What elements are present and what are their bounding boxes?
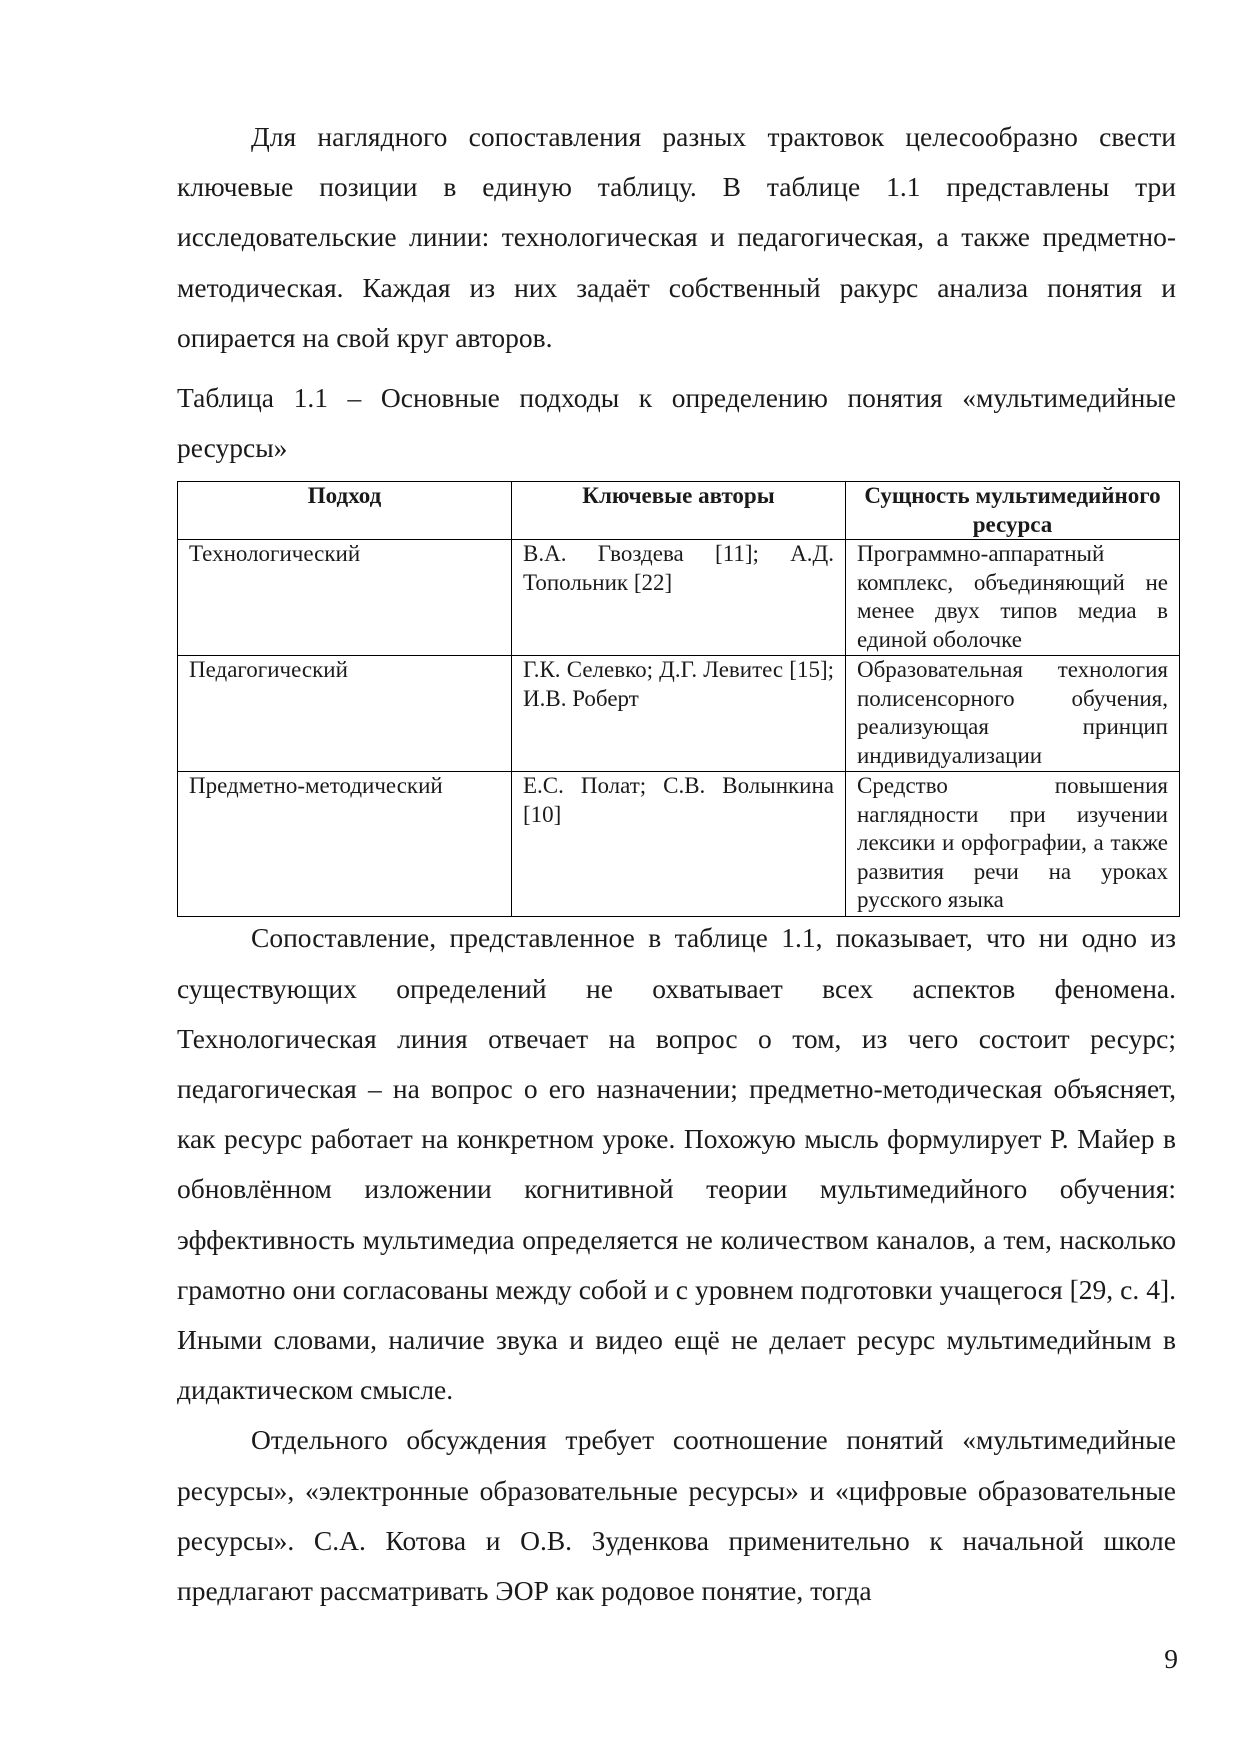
page-number: 9 [1164, 1643, 1178, 1674]
approaches-table [177, 481, 1180, 917]
table-cell-authors: Г.К. Селевко; Д.Г. Левитес [15]; И.В. Роберт [512, 656, 846, 772]
table-cell-approach: Педагогический [178, 656, 512, 772]
table-header-authors: Ключевые авторы [512, 482, 846, 540]
paragraph-intro: Для наглядного сопоставления разных трактовок целесообразно свести ключевые позиции в единую таблицу. В таблице 1.1 представлены три исследовательские линии: технологическая и педагогическая, а также предметно-методическая. Каждая из них задаёт собственный ракурс анализа понятия и опирается на свой круг авторов. [177, 121, 1176, 353]
paragraph-terms: Отдельного обсуждения требует соотношение понятий «мультимедийные ресурсы», «электронные образовательные ресурсы» и «цифровые образовательные ресурсы». С.А. Котова и О.В. Зуденкова применительно к начальной школе предлагают рассматривать ЭОР как родовое понятие, тогда [177, 1424, 1176, 1607]
table-cell-essence: Образовательная технология полисенсорного обучения, реализующая принцип индивидуализации [846, 656, 1180, 772]
table-row [178, 656, 1180, 772]
table-cell-approach: Предметно-методический [178, 772, 512, 917]
table-cell-authors: В.А. Гвоздева [11]; А.Д. Топольник [22] [512, 540, 846, 656]
table-caption: Таблица 1.1 – Основные подходы к определению понятия «мультимедийные ресурсы» [177, 382, 1176, 464]
table-row [178, 772, 1180, 917]
page-content [177, 112, 1176, 1616]
paragraph-comparison: Сопоставление, представленное в таблице 1.1, показывает, что ни одно из существующих определений не охватывает всех аспектов феномена. Технологическая линия отвечает на вопрос о том, из чего состоит ресурс; педагогическая – на вопрос о его назначении; предметно-методическая объясняет, как ресурс работает на конкретном уроке. Похожую мысль формулирует Р. Майер в обновлённом изложении когнитивной теории мультимедийного обучения: эффективность мультимедиа определяется не количеством каналов, а тем, насколько грамотно они согласованы между собой и с уровнем подготовки учащегося [29, с. 4]. Иными словами, наличие звука и видео ещё не делает ресурс мультимедийным в дидактическом смысле. [177, 922, 1176, 1406]
table-header-essence: Сущность мультимедийного ресурса [846, 482, 1180, 540]
table-header-approach: Подход [178, 482, 512, 540]
table-header-row [178, 482, 1180, 540]
table-cell-essence: Средство повышения наглядности при изучении лексики и орфографии, а также развития речи на уроках русского языка [846, 772, 1180, 917]
table-cell-essence: Программно-аппаратный комплекс, объединяющий не менее двух типов медиа в единой оболочке [846, 540, 1180, 656]
table-cell-authors: Е.С. Полат; С.В. Волынкина [10] [512, 772, 846, 917]
table-row [178, 540, 1180, 656]
table-cell-approach: Технологический [178, 540, 512, 656]
